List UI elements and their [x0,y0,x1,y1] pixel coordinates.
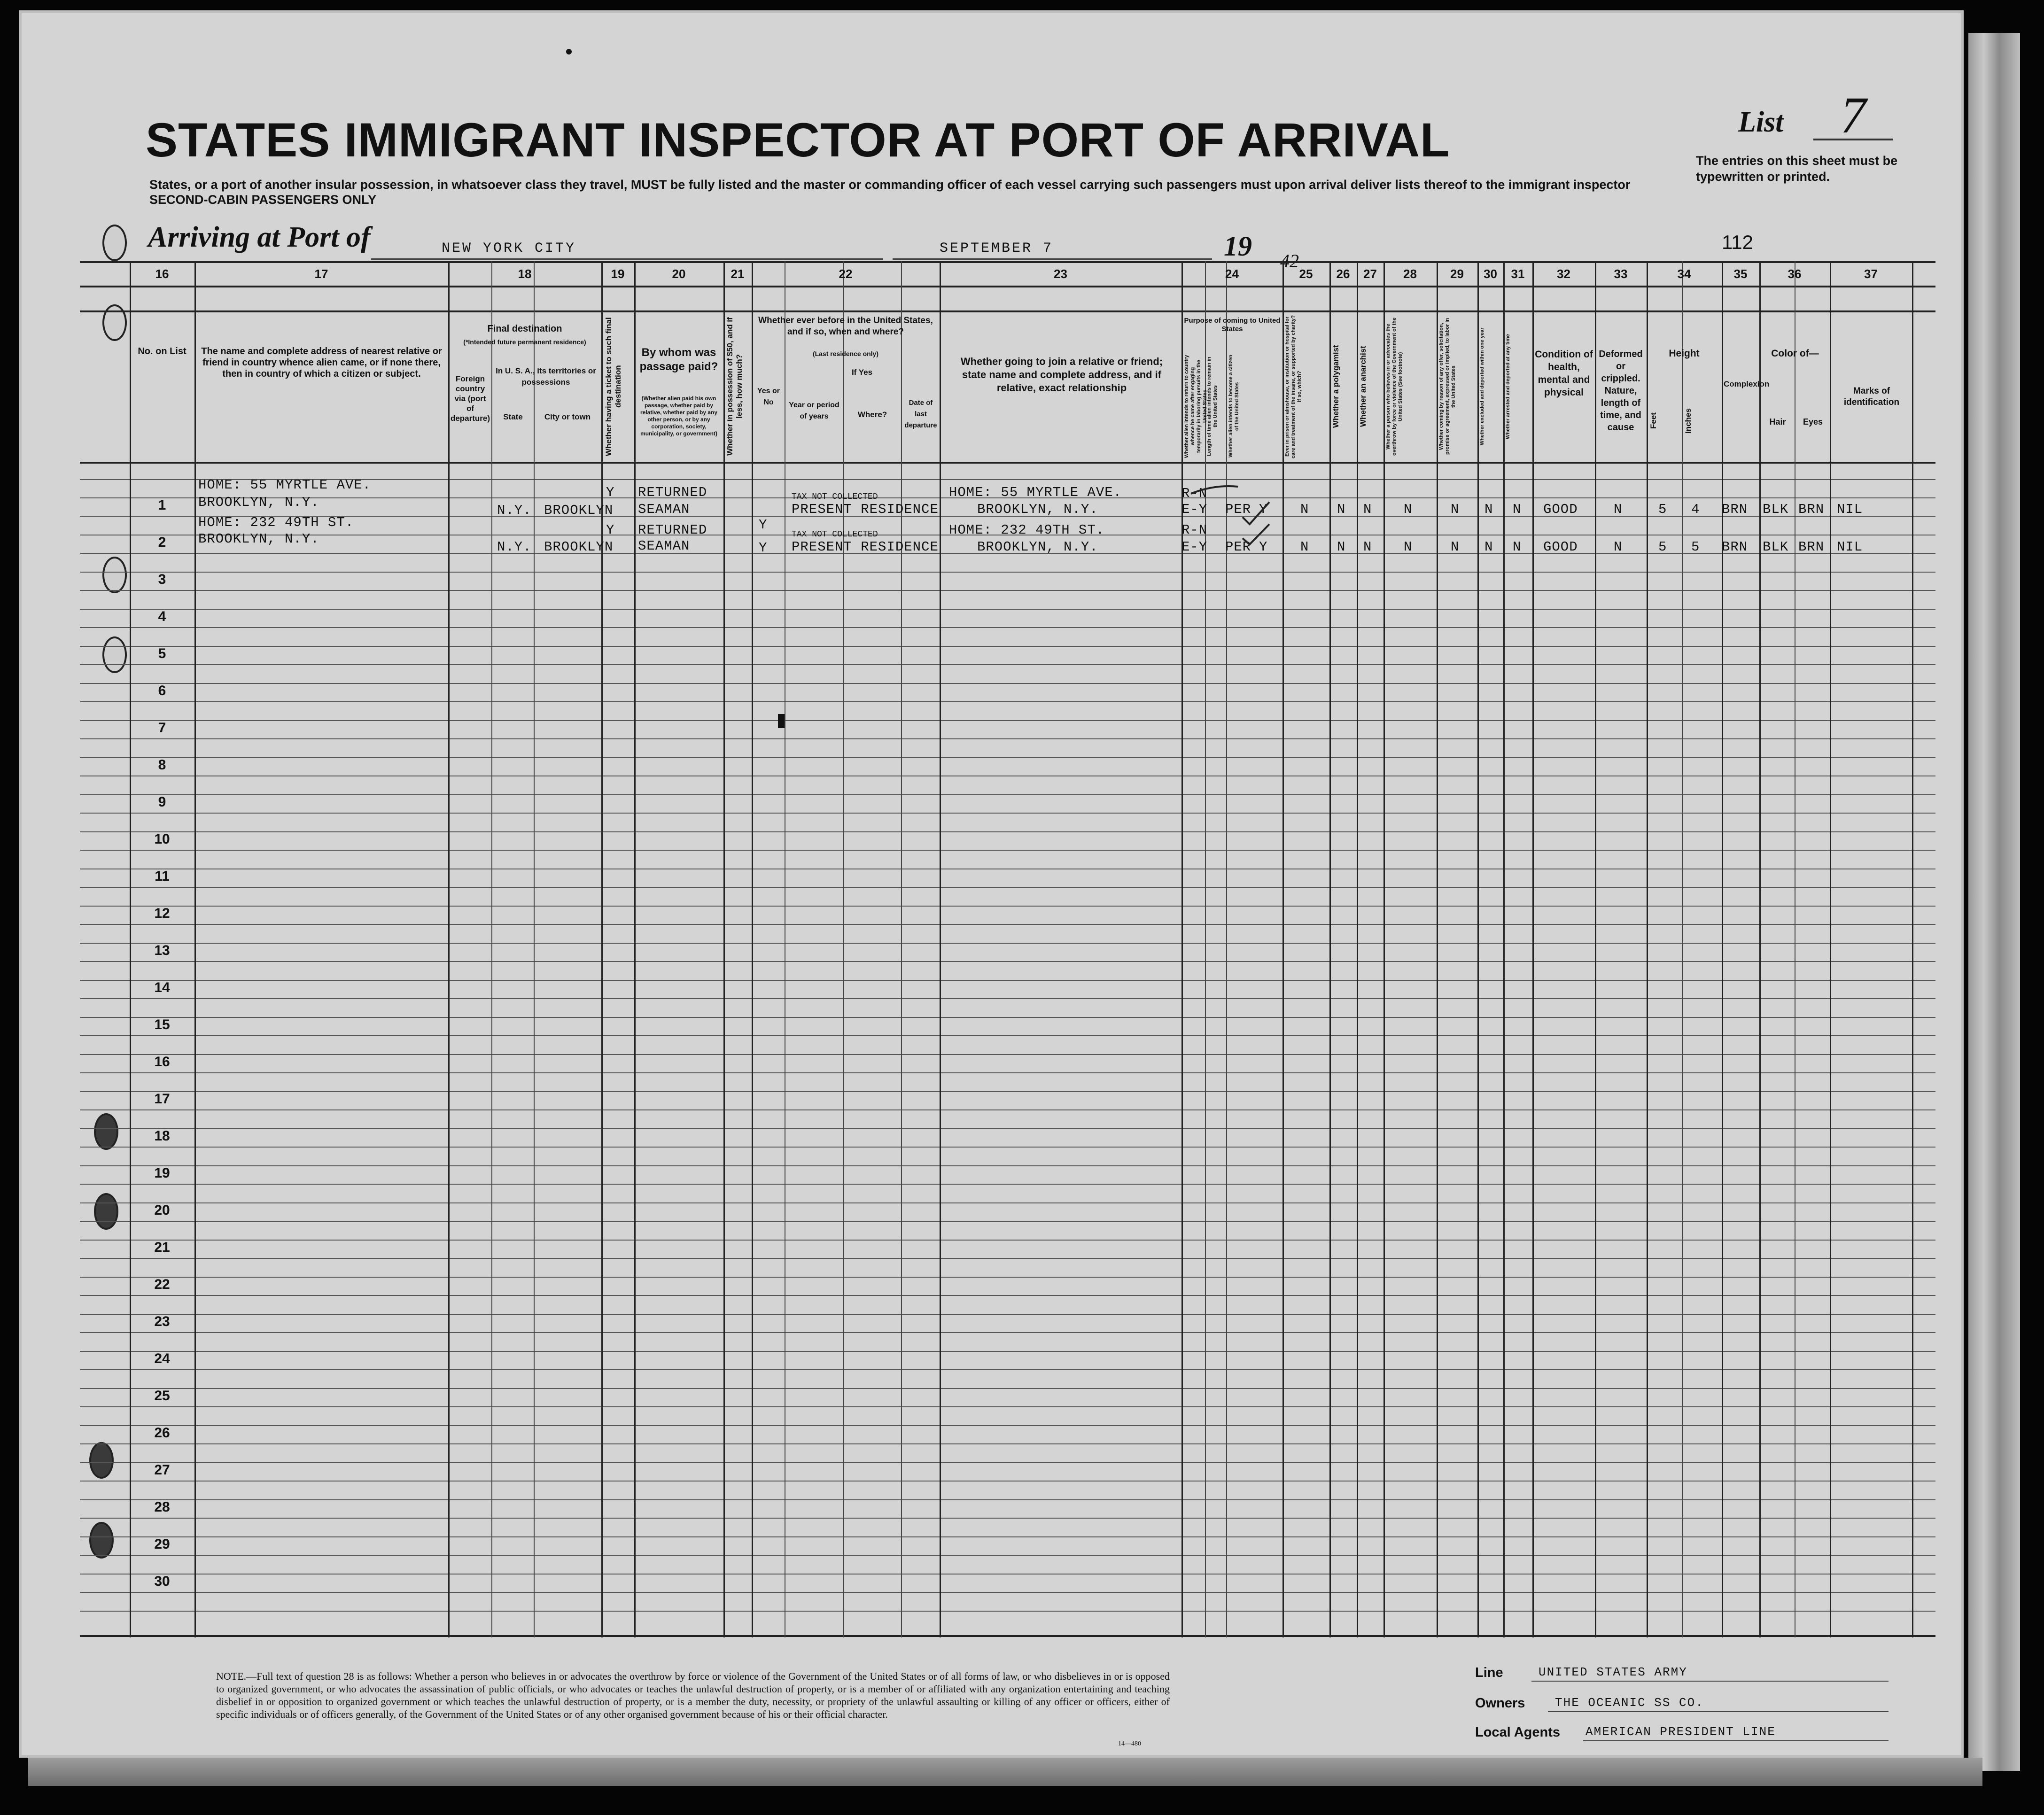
paper-edge-bottom [28,1758,1982,1786]
question-31-value: N [1513,539,1522,555]
date-line [893,258,1212,260]
list-label: List [1738,106,1784,138]
row-number: 26 [154,1425,170,1441]
header-date-departure: Date of last departure [904,399,937,429]
row-number: 10 [154,831,170,847]
form-number: 14—480 [1118,1740,1141,1747]
header-by-whom-paid-note: (Whether alien paid his own passage, whether paid by relative, whether paid by any other person, or by any corporation, society, municipality, or government) [640,395,718,437]
column-number: 32 [1557,267,1570,281]
row-number: 30 [154,1574,170,1589]
strike-mark-icon [1189,482,1240,501]
question-29-value: N [1451,539,1460,555]
complexion-value: BRN [1722,539,1748,555]
footnote-question-28: NOTE.—Full text of question 28 is as follows: Whether a person who believes in or advocates the overthrow by force or violence of the Government of the United States or of all forms of law, or who disbelieves in or is opposed to organized government, or who advocates the assassination of public officials, or who advocates or teaches the unlawful destruction of property, or is a member of or affiliated with any organization entertaining and teaching disbelief in or opposition to organized government or which teaches the unlawful destruction of property, or is a member the duty, necessity, or propriety of the unlawful assaulting or killing of any officer or officers, either of specific individuals or of officers generally, of the Government of the United States or of any other organised government because of his or their official character. [216,1670,1170,1720]
header-question-29: Whether coming by reason of any offer, solicitation, promise or agreement, expressed or implied, to labor in the United States [1438,318,1456,455]
manifest-table [80,261,1935,1637]
joining-city: BROOKLYN, N.Y. [977,502,1098,517]
question-28-value: N [1404,539,1413,555]
local-agents-label: Local Agents [1475,1725,1561,1740]
height-inches: 5 [1691,539,1700,555]
header-year-period: Year or period of years [789,401,839,420]
column-number: 23 [1054,267,1067,281]
prison-value: N [1300,539,1309,555]
column-number: 24 [1225,267,1239,281]
header-anarchist: Whether an anarchist [1359,346,1368,427]
tax-note: TAX NOT COLLECTED [792,492,878,502]
column-number: 34 [1677,267,1691,281]
header-joining-relative: Whether going to join a relative or friend; state name and complete address, and if relative, exact relationship [960,356,1163,394]
port-line [371,258,883,260]
row-number: 9 [158,794,166,810]
row-number: 24 [154,1351,170,1366]
row-number: 1 [158,497,166,513]
destination-state: N.Y. [497,539,532,555]
row-number: 18 [154,1128,170,1144]
purpose-return: R-N [1181,486,1208,501]
row-number: 5 [158,646,166,661]
row-number: 16 [154,1054,170,1070]
row-number: 21 [154,1240,170,1255]
health-value: GOOD [1543,539,1578,555]
polygamist-value: N [1337,539,1346,555]
header-purpose-length: Length of time alien intends to remain in the United States [1206,357,1218,456]
length-of-stay: PER [1225,539,1251,555]
anarchist-value: N [1363,502,1372,517]
header-if-yes: If Yes [851,368,873,377]
header-health: Condition of health, mental and physical [1535,349,1593,398]
header-purpose-citizen: Whether alien intends to become a citizen of the United States [1228,355,1240,458]
passage-paid-by: RETURNED [638,522,707,538]
row-number: 2 [158,535,166,550]
relative-address: HOME: 55 MYRTLE AVE. [198,477,372,493]
header-eyes: Eyes [1803,417,1823,427]
ink-spot [778,714,785,728]
header-final-destination: Final destination [487,324,562,334]
header-in-usa: In U. S. A., its territories or possessions [496,366,596,387]
purpose-engage: E-Y [1181,502,1208,517]
column-number: 19 [611,267,625,281]
hair-value: BLK [1763,502,1789,517]
ticket-value: Y [606,485,615,500]
question-31-value: N [1513,502,1522,517]
punch-hole [102,225,127,261]
deformed-value: N [1614,539,1623,555]
paper-edge-right [1968,33,2020,1771]
header-final-destination-note: (*Intended future permanent residence) [463,338,586,346]
row-number: 27 [154,1462,170,1478]
relative-city: BROOKLYN, N.Y. [198,531,319,547]
length-of-stay: PER [1225,502,1251,517]
relative-address: HOME: 232 49TH ST. [198,515,354,530]
row-number: 15 [154,1017,170,1032]
row-number: 11 [155,869,170,884]
row-number: 29 [154,1536,170,1552]
deformed-value: N [1614,502,1623,517]
header-color-of: Color of— [1771,348,1819,359]
height-feet: 5 [1658,502,1667,517]
question-30-value: N [1484,539,1493,555]
column-number: 30 [1484,267,1497,281]
check-mark-icon [1240,498,1273,545]
question-28-value: N [1404,502,1413,517]
column-number: 27 [1363,267,1377,281]
destination-city: BROOKLYN [544,503,614,518]
header-foreign-country: Foreign country via (port of departure) [450,374,490,423]
eyes-value: BRN [1798,502,1825,517]
ink-spot [566,49,572,54]
possession-value: Y [759,540,768,556]
hair-value: BLK [1763,539,1789,555]
page-title: STATES IMMIGRANT INSPECTOR AT PORT OF ARRIVAL [146,113,1450,167]
passage-paid-by: RETURNED [638,485,707,500]
column-number: 22 [839,267,853,281]
header-hair: Hair [1769,417,1786,427]
destination-state: N.Y. [497,503,532,518]
last-residence: PRESENT RESIDENCE [792,539,939,555]
row-number: 4 [158,609,166,624]
row-number: 8 [158,757,166,773]
possession-value: Y [759,517,768,533]
column-number: 25 [1299,267,1313,281]
passage-paid-by-2: SEAMAN [638,502,690,517]
row-number: 25 [154,1388,170,1404]
year-suffix: 42 [1280,250,1299,271]
row-number: 19 [154,1165,170,1181]
header-polygamist: Whether a polygamist [1331,345,1340,428]
header-ticket: Whether having a ticket to such final destination [604,317,622,456]
column-number: 18 [518,267,532,281]
port-value: NEW YORK CITY [442,240,576,256]
destination-city: BROOKLYN [544,539,614,555]
year-prefix: 19 [1224,231,1252,262]
column-number: 37 [1864,267,1878,281]
purpose-return: R-N [1181,522,1208,538]
column-number: 36 [1788,267,1802,281]
page-number: 112 [1722,231,1753,253]
column-number: 29 [1450,267,1464,281]
column-number: 20 [672,267,686,281]
health-value: GOOD [1543,502,1578,517]
line-label: Line [1475,1665,1503,1680]
header-question-28: Whether a person who believes in or advocates the overthrow by force or violence of the Government of the United States (See footnote) [1385,318,1403,456]
eyes-value: BRN [1798,539,1825,555]
column-number: 26 [1336,267,1350,281]
purpose-engage: E-Y [1181,539,1208,555]
row-number: 20 [154,1202,170,1218]
column-number: 33 [1614,267,1628,281]
line-value: UNITED STATES ARMY [1539,1665,1687,1679]
row-number: 3 [158,572,166,587]
header-question-31: Whether arrested and deported at any time [1505,334,1511,439]
anarchist-value: N [1363,539,1372,555]
row-number: 17 [154,1091,170,1107]
question-29-value: N [1451,502,1460,517]
intend-citizen: Y [1259,502,1268,517]
row-number: 22 [154,1277,170,1292]
ticket-value: Y [606,522,615,538]
local-agents-value: AMERICAN PRESIDENT LINE [1585,1725,1776,1739]
column-number: 28 [1403,267,1417,281]
tax-note: TAX NOT COLLECTED [792,530,878,539]
header-marks: Marks of identification [1843,386,1900,407]
row-number: 12 [154,906,170,921]
row-number: 23 [154,1314,170,1329]
owners-label: Owners [1475,1696,1525,1711]
column-number: 16 [155,267,169,281]
joining-address: HOME: 232 49TH ST. [949,522,1105,538]
header-height: Height [1669,348,1700,359]
header-ever-before: Whether ever before in the United States, and if so, when and where? [758,316,933,337]
header-by-whom-paid: By whom was passage paid? [639,346,718,373]
instruction-line: States, or a port of another insular possession, in whatsoever class they travel, MUST be fully listed and the master or commanding officer of each vessel carrying such passengers must upon arrival deliver lists thereof to the immigrant inspector [149,178,1631,192]
header-deformed: Deformed or crippled. Nature, length of time, and cause [1599,349,1643,433]
column-number: 17 [314,267,328,281]
column-number: 35 [1733,267,1748,281]
row-number: 6 [158,683,166,698]
header-where: Where? [857,410,887,419]
joining-address: HOME: 55 MYRTLE AVE. [949,485,1122,500]
row-number: 13 [154,943,170,958]
intend-citizen: Y [1259,539,1268,555]
header-prison: Ever in prison or almshouse, or institution or hospital for care and treatment of the insane, or supported by charity? If so, which? [1284,315,1302,458]
header-purpose: Purpose of coming to United States [1184,317,1281,333]
row-number: 14 [154,980,170,995]
arriving-label: Arriving at Port of [148,221,371,253]
date-value: SEPTEMBER 7 [940,240,1054,256]
row-number: 7 [158,720,166,736]
height-inches: 4 [1691,502,1700,517]
header-feet: Feet [1649,412,1658,429]
relative-city: BROOKLYN, N.Y. [198,495,319,510]
owners-value: THE OCEANIC SS CO. [1555,1696,1704,1710]
header-state: State [503,412,523,421]
header-city-or-town: City or town [544,412,591,421]
typewritten-note: The entries on this sheet must be typewritten or printed. [1696,154,1898,184]
row-number: 28 [154,1499,170,1515]
header-no-on-list: No. on List [138,346,187,357]
height-feet: 5 [1658,539,1667,555]
header-inches: Inches [1684,408,1693,434]
passenger-class-line: SECOND-CABIN PASSENGERS ONLY [149,193,377,207]
list-number: 7 [1813,92,1893,140]
prison-value: N [1300,502,1309,517]
header-possession: Whether in possession of $50, and if less, how much? [725,317,744,456]
header-complexion: Complexion [1724,380,1770,388]
marks-value: NIL [1837,502,1863,517]
header-yes-no: Yes or No [757,387,780,406]
header-question-30: Whether excluded and deported within one year [1479,327,1485,446]
passage-paid-by-2: SEAMAN [638,538,690,554]
joining-city: BROOKLYN, N.Y. [977,539,1098,555]
last-residence: PRESENT RESIDENCE [792,502,939,517]
marks-value: NIL [1837,539,1863,555]
question-30-value: N [1484,502,1493,517]
header-nearest-relative: The name and complete address of nearest relative or friend in country whence alien came, or if none there, then in country of which a citizen or subject. [201,346,442,379]
column-number: 21 [731,267,745,281]
complexion-value: BRN [1722,502,1748,517]
polygamist-value: N [1337,502,1346,517]
header-ever-before-note: (Last residence only) [812,350,879,357]
column-number: 31 [1511,267,1525,281]
header-purpose-return: Whether alien intends to return to country whence he came after engaging temporarily in laboring pursuits in the United States [1184,355,1208,458]
